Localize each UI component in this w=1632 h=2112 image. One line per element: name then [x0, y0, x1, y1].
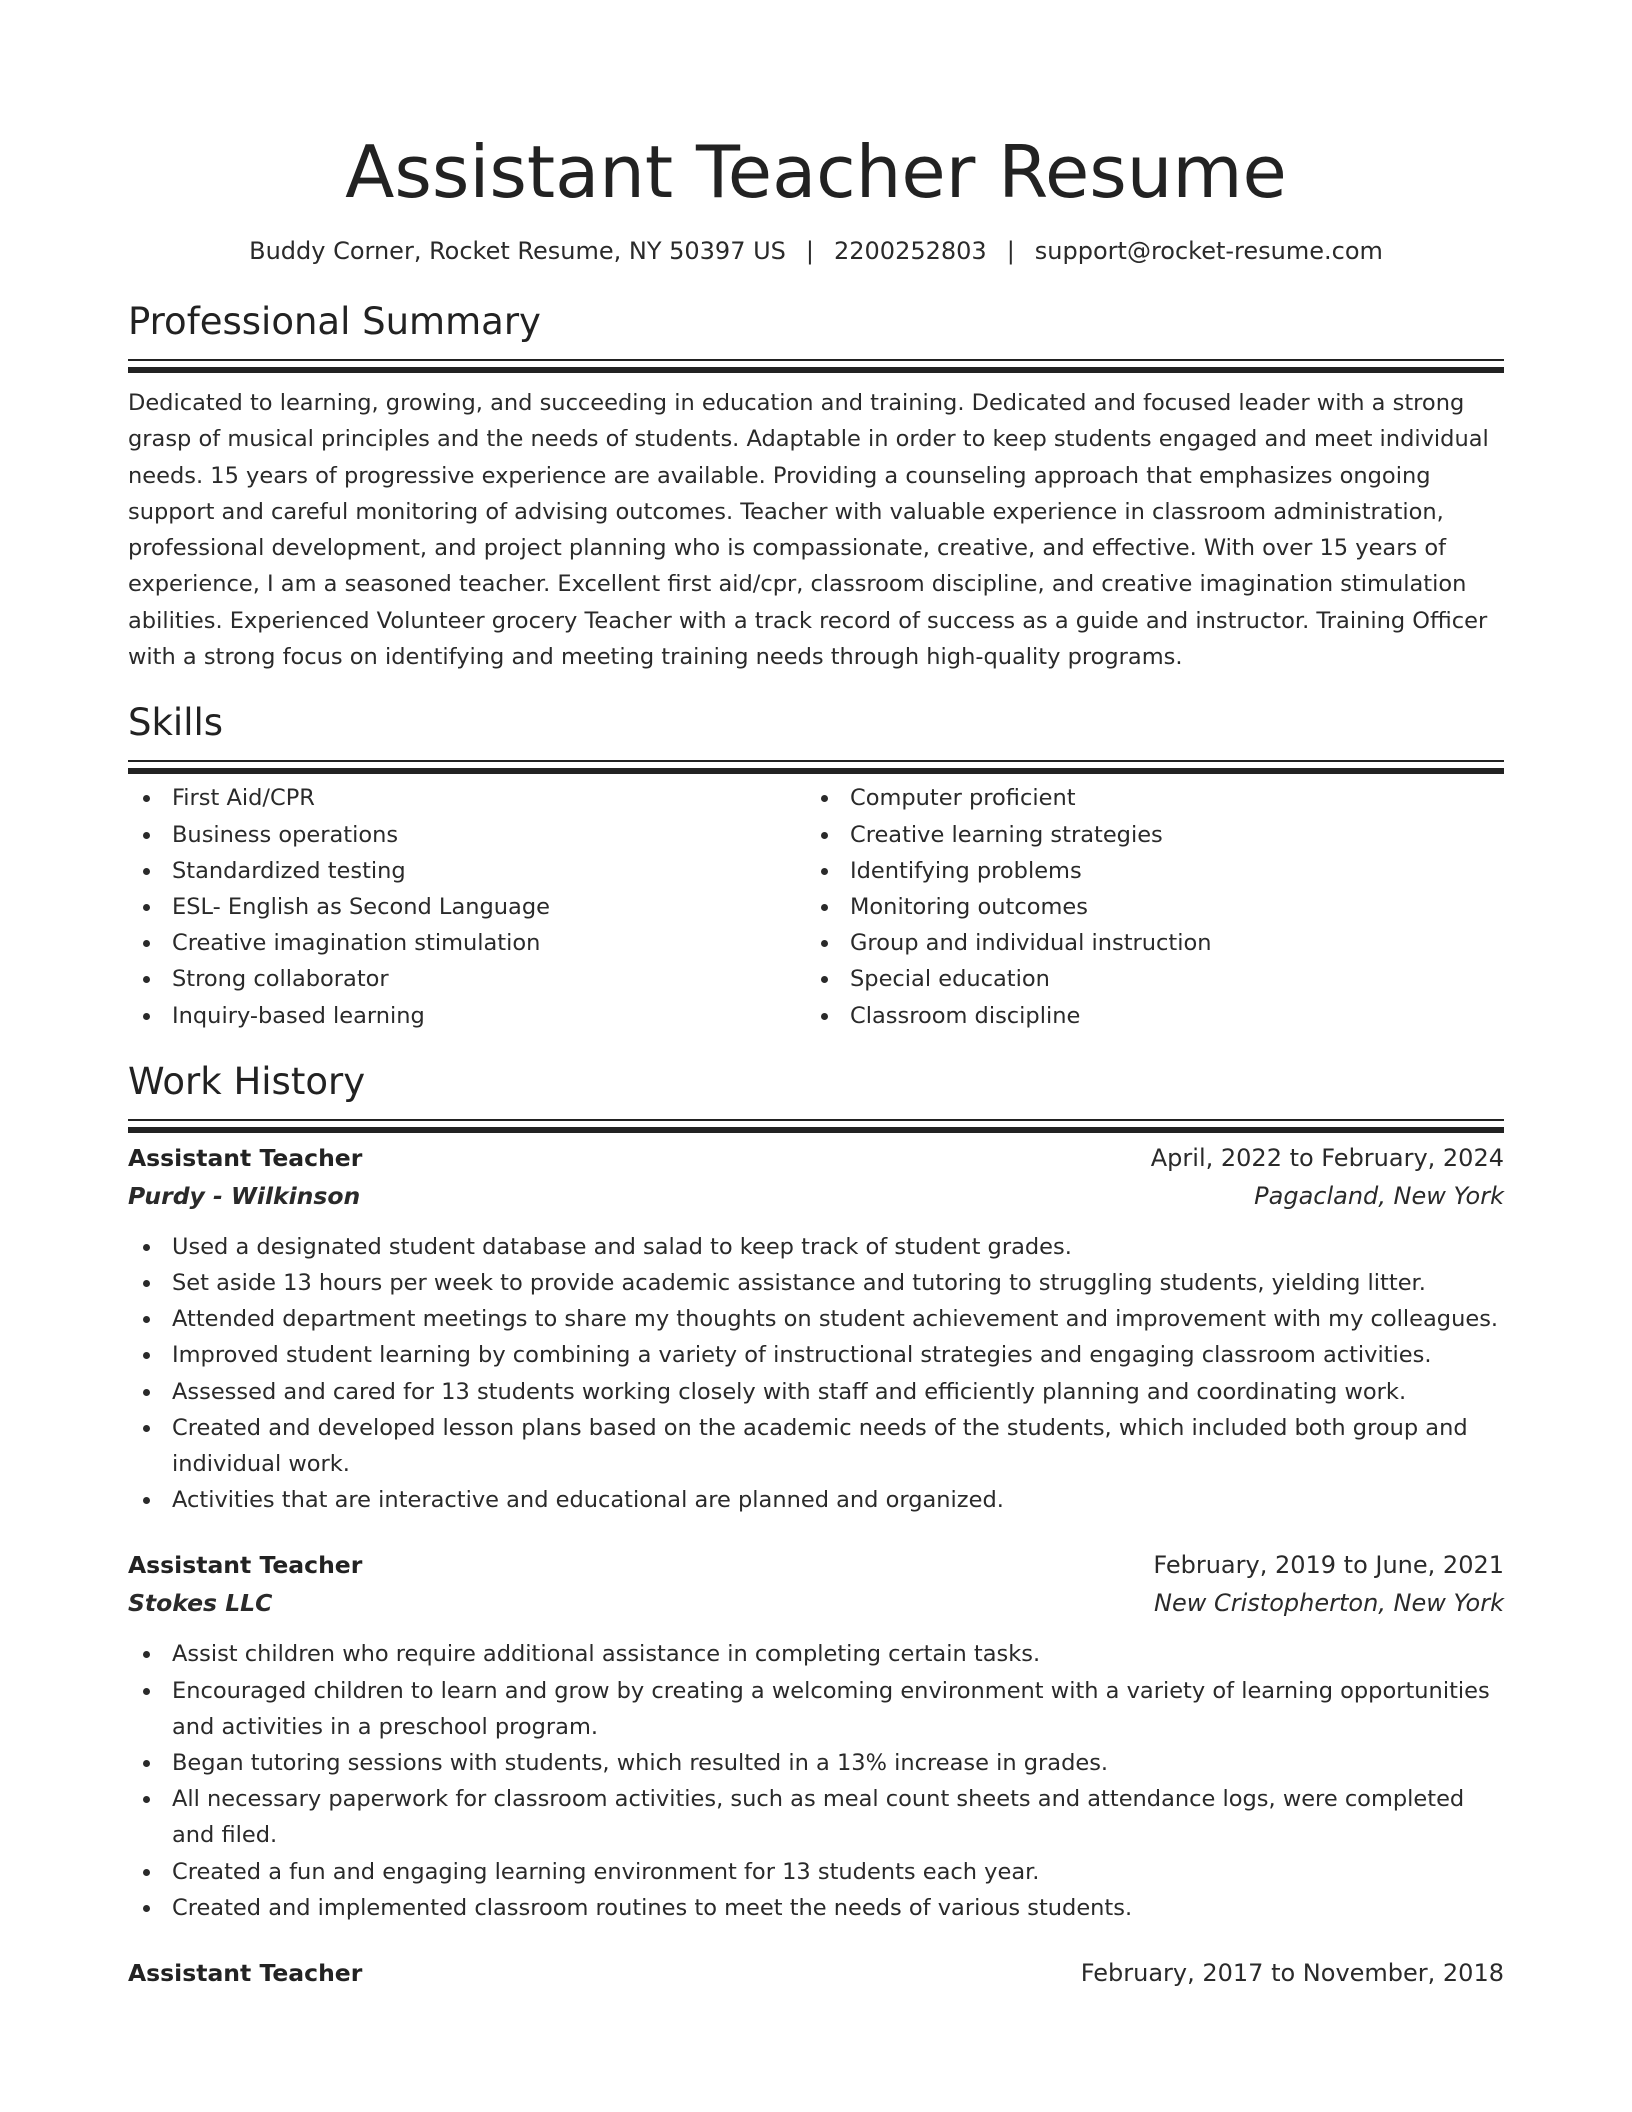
skill-item: Creative imagination stimulation	[128, 925, 806, 961]
job-bullet: Created and implemented classroom routines to meet the needs of various students.	[128, 1890, 1504, 1926]
skill-item: Special education	[806, 961, 1484, 997]
skills-list	[128, 780, 1504, 1033]
job-title: Assistant Teacher	[128, 1143, 363, 1172]
job-dates: February, 2017 to November, 2018	[1080, 1959, 1504, 1988]
job-bullet: Set aside 13 hours per week to provide academic assistance and tutoring to struggling students, yielding litter.	[128, 1265, 1504, 1301]
contact-email: support@rocket-resume.com	[1034, 237, 1383, 265]
skill-item: Group and individual instruction	[806, 925, 1484, 961]
section-heading-skills: Skills	[128, 701, 224, 745]
section-divider	[128, 359, 1504, 365]
job-header-row	[128, 1139, 1504, 1177]
contact-separator: |	[805, 237, 814, 265]
contact-line	[128, 234, 1504, 268]
job-location: Pagacland, New York	[1254, 1181, 1504, 1210]
job-entry	[128, 1546, 1504, 1926]
job-entry	[128, 1954, 1504, 1992]
skill-item: Computer proficient	[806, 780, 1484, 816]
skills-column-right	[806, 780, 1484, 1033]
summary-section	[128, 298, 1504, 675]
job-dates: April, 2022 to February, 2024	[1150, 1143, 1504, 1172]
skill-item: Classroom discipline	[806, 998, 1484, 1034]
skills-column-left	[128, 780, 806, 1033]
job-bullet: Attended department meetings to share my thoughts on student achievement and improvement with my colleagues.	[128, 1301, 1504, 1337]
skill-item: First Aid/CPR	[128, 780, 806, 816]
job-bullets	[128, 1636, 1504, 1926]
contact-address: Buddy Corner, Rocket Resume, NY 50397 US	[249, 237, 786, 265]
skill-item: Business operations	[128, 817, 806, 853]
job-title: Assistant Teacher	[128, 1959, 363, 1988]
skill-item: Creative learning strategies	[806, 817, 1484, 853]
skill-item: Identifying problems	[806, 853, 1484, 889]
contact-phone: 2200252803	[834, 237, 987, 265]
job-dates: February, 2019 to June, 2021	[1153, 1551, 1504, 1580]
job-bullet: Created a fun and engaging learning environment for 13 students each year.	[128, 1854, 1504, 1890]
skill-item: Strong collaborator	[128, 961, 806, 997]
job-subheader-row	[128, 1584, 1504, 1622]
job-bullet: Activities that are interactive and educational are planned and organized.	[128, 1482, 1504, 1518]
job-company: Purdy - Wilkinson	[128, 1181, 361, 1210]
job-bullets	[128, 1229, 1504, 1519]
skill-item: Inquiry-based learning	[128, 998, 806, 1034]
job-bullet: Assessed and cared for 13 students working closely with staff and efficiently planning and coordinating work.	[128, 1374, 1504, 1410]
job-subheader-row	[128, 1177, 1504, 1215]
job-header-row	[128, 1954, 1504, 1992]
resume-title: Assistant Teacher Resume	[345, 130, 1287, 214]
job-entry	[128, 1139, 1504, 1519]
summary-text: Dedicated to learning, growing, and succeeding in education and training. Dedicated and focused leader with a strong grasp of musical principles and the needs of students. Adaptable in order to keep students engaged and meet individual needs. 15 years of progressive experience are available. Providing a counseling approach that emphasizes ongoing support and careful monitoring of advising outcomes. Teacher with valuable experience in classroom administration, professional development, and project planning who is compassionate, creative, and effective. With over 15 years of experience, I am a seasoned teacher. Excellent first aid/cpr, classroom discipline, and creative imagination stimulation abilities. Experienced Volunteer grocery Teacher with a track record of success as a guide and instructor. Training Officer with a strong focus on identifying and meeting training needs through high-quality programs.	[128, 390, 1489, 671]
section-heading-summary: Professional Summary	[128, 300, 541, 343]
job-bullet: Used a designated student database and salad to keep track of student grades.	[128, 1229, 1504, 1265]
job-location: New Cristopherton, New York	[1154, 1589, 1504, 1618]
job-bullet: All necessary paperwork for classroom activities, such as meal count sheets and attendance logs, were completed and filed.	[128, 1781, 1504, 1853]
job-bullet: Created and developed lesson plans based on the academic needs of the students, which included both group and individual work.	[128, 1410, 1504, 1482]
job-bullet: Began tutoring sessions with students, which resulted in a 13% increase in grades.	[128, 1745, 1504, 1781]
job-company: Stokes LLC	[128, 1589, 273, 1618]
skill-item: Standardized testing	[128, 853, 806, 889]
section-divider	[128, 760, 1504, 766]
resume-page	[128, 0, 1504, 1992]
contact-separator: |	[1006, 237, 1015, 265]
work-history-section	[128, 1058, 1504, 1992]
skill-item: ESL- English as Second Language	[128, 889, 806, 925]
skills-section	[128, 699, 1504, 1033]
job-header-row	[128, 1546, 1504, 1584]
skill-item: Monitoring outcomes	[806, 889, 1484, 925]
section-divider	[128, 1119, 1504, 1125]
job-bullet: Encouraged children to learn and grow by creating a welcoming environment with a variety of learning opportunities and activities in a preschool program.	[128, 1673, 1504, 1745]
job-bullet: Assist children who require additional assistance in completing certain tasks.	[128, 1636, 1504, 1672]
job-bullet: Improved student learning by combining a variety of instructional strategies and engaging classroom activities.	[128, 1337, 1504, 1373]
job-title: Assistant Teacher	[128, 1551, 363, 1580]
section-heading-work-history: Work History	[128, 1059, 366, 1103]
